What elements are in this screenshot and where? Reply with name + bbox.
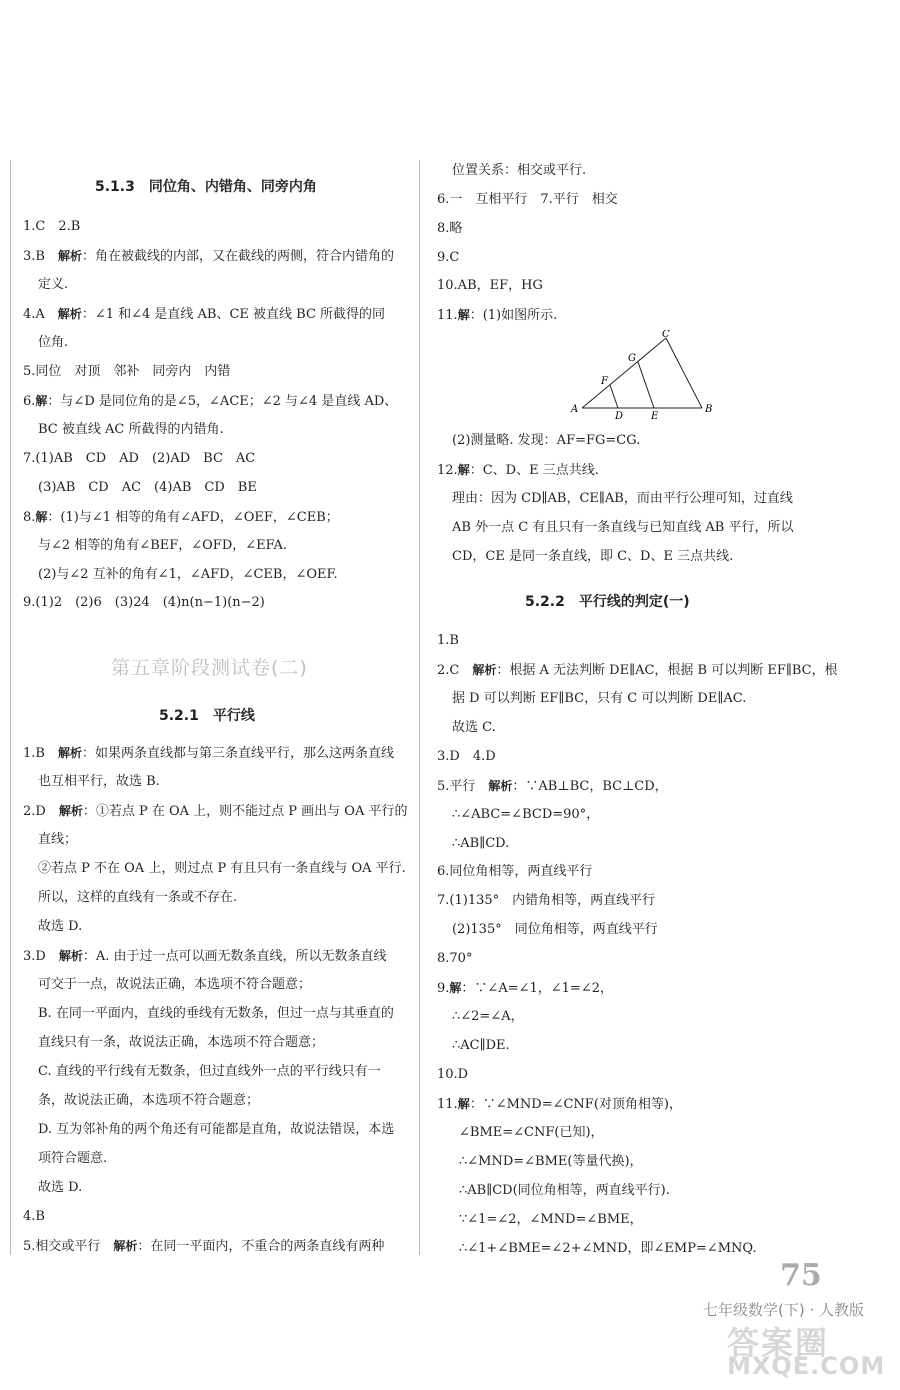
label-C: C xyxy=(662,330,670,340)
answer-line: 6.一 互相平行 7.平行 相交 xyxy=(437,192,618,207)
label-D: D xyxy=(615,411,624,420)
answer-line: 9.解：∵∠A=∠1，∠1=∠2， xyxy=(437,981,613,996)
answer-line: ∴∠ABC=∠BCD=90°， xyxy=(452,807,600,822)
answer-line: 9.(1)2 (2)6 (3)24 (4)n(n−1)(n−2) xyxy=(23,595,265,610)
answer-line: (2)与∠2 互补的角有∠1，∠AFD，∠CEB，∠OEF. xyxy=(38,567,338,582)
answer-line: 直线只有一条，故说法正确，本选项不符合题意； xyxy=(38,1035,325,1050)
answer-line: 4.B xyxy=(23,1209,45,1224)
answer-line: 故选 C. xyxy=(452,720,496,735)
answer-line: 也互相平行，故选 B. xyxy=(38,774,160,789)
answer-line: 10.D xyxy=(437,1067,469,1082)
answer-line: 3.B 解析：角在被截线的内部，又在截线的两侧，符合内错角的 xyxy=(23,249,394,264)
answer-line: 5.相交或平行 解析：在同一平面内，不重合的两条直线有两种 xyxy=(23,1239,385,1254)
section-title-5-2-1: 5.2.1 平行线 xyxy=(159,708,255,724)
answer-line: AB 外一点 C 有且只有一条直线与已知直线 AB 平行，所以 xyxy=(452,520,794,535)
answer-line: CD，CE 是同一条直线，即 C、D、E 三点共线. xyxy=(452,549,734,564)
answer-line: (2)测量略. 发现：AF=FG=CG. xyxy=(452,433,641,448)
answer-line: 8.略 xyxy=(437,221,463,236)
answer-line: 可交于一点，故说法正确，本选项不符合题意； xyxy=(38,977,312,992)
answer-line: ∵∠1=∠2，∠MND=∠BME， xyxy=(459,1212,643,1227)
answer-line: ②若点 P 不在 OA 上，则过点 P 有且只有一条直线与 OA 平行. xyxy=(38,861,406,876)
answer-line: 8.70° xyxy=(437,951,473,966)
answer-line: 11.解：∵∠MND=∠CNF(对顶角相等)， xyxy=(437,1097,682,1112)
answer-line: 与∠2 相等的角有∠BEF，∠OFD，∠EFA. xyxy=(38,538,288,553)
label-B: B xyxy=(705,404,713,415)
section-title-5-2-2: 5.2.2 平行线的判定(一) xyxy=(525,594,690,610)
answer-line: 1.B xyxy=(437,633,459,648)
chapter-title: 第五章阶段测试卷(二) xyxy=(111,657,308,679)
answer-line: 8.解：(1)与∠1 相等的角有∠AFD，∠OEF，∠CEB； xyxy=(23,510,339,525)
answer-line: 10.AB，EF，HG xyxy=(437,278,543,293)
answer-line: (2)135° 同位角相等，两直线平行 xyxy=(452,922,658,937)
answer-line: 理由：因为 CD∥AB，CE∥AB，而由平行公理可知，过直线 xyxy=(452,491,793,506)
answer-line: ∴∠1+∠BME=∠2+∠MND，即∠EMP=∠MNQ. xyxy=(459,1241,757,1256)
answer-line: 据 D 可以判断 EF∥BC，只有 C 可以判断 DE∥AC. xyxy=(452,691,747,706)
answer-line: 条，故说法正确，本选项不符合题意； xyxy=(38,1093,260,1108)
answer-line: C. 直线的平行线有无数条，但过直线外一点的平行线只有一 xyxy=(38,1064,381,1079)
label-F: F xyxy=(601,376,608,387)
label-G: G xyxy=(628,353,636,364)
answer-line: 6.解：与∠D 是同位角的是∠5，∠ACE；∠2 与∠4 是直线 AD、 xyxy=(23,394,398,409)
book-title-footer: 七年级数学(下) · 人教版 xyxy=(703,1301,865,1319)
answer-line: 项符合题意. xyxy=(38,1151,108,1166)
answer-line: 定义. xyxy=(38,277,69,292)
answer-line: 所以，这样的直线有一条或不存在. xyxy=(38,890,238,905)
answer-line: 9.C xyxy=(437,250,460,265)
answer-line: D. 互为邻补角的两个角还有可能都是直角，故说法错误，本选 xyxy=(38,1122,395,1137)
answer-line: 3.D 解析：A. 由于过一点可以画无数条直线，所以无数条直线 xyxy=(23,949,387,964)
answer-line: 位角. xyxy=(38,335,69,350)
page-number: 75 xyxy=(780,1258,822,1293)
label-E: E xyxy=(651,411,659,420)
answer-line: 6.同位角相等，两直线平行 xyxy=(437,864,593,879)
section-title-5-1-3: 5.1.3 同位角、内错角、同旁内角 xyxy=(95,179,317,195)
answer-line: 2.C 解析：根据 A 无法判断 DE∥AC，根据 B 可以判断 EF∥BC，根 xyxy=(437,663,838,678)
triangle-figure xyxy=(567,330,717,420)
right-column xyxy=(427,160,837,1255)
answer-line: 位置关系：相交或平行. xyxy=(452,163,587,178)
watermark-logo: 答案圈 xyxy=(727,1324,830,1362)
answer-line: (3)AB CD AC (4)AB CD BE xyxy=(38,480,257,495)
left-column xyxy=(10,160,420,1255)
label-A: A xyxy=(571,404,579,415)
answer-line: B. 在同一平面内，直线的垂线有无数条，但过一点与其垂直的 xyxy=(38,1006,394,1021)
answer-line: 故选 D. xyxy=(38,1180,83,1195)
answer-line: ∴AB∥CD(同位角相等，两直线平行). xyxy=(459,1183,670,1198)
answer-line: 1.C 2.B xyxy=(23,219,81,234)
answer-line: ∠BME=∠CNF(已知)， xyxy=(459,1125,604,1140)
answer-line: 3.D 4.D xyxy=(437,749,496,764)
answer-line: 11.解：(1)如图所示. xyxy=(437,308,558,323)
answer-line: 4.A 解析：∠1 和∠4 是直线 AB、CE 被直线 BC 所截得的同 xyxy=(23,307,386,322)
answer-line: 7.(1)135° 内错角相等，两直线平行 xyxy=(437,893,656,908)
answer-line: 1.B 解析：如果两条直线都与第三条直线平行，那么这两条直线 xyxy=(23,746,394,761)
answer-line: 故选 D. xyxy=(38,919,83,934)
answer-line: BC 被直线 AC 所截得的内错角. xyxy=(38,422,224,437)
answer-line: 5.平行 解析：∵AB⊥BC，BC⊥CD， xyxy=(437,779,668,794)
answer-line: ∴∠2=∠A， xyxy=(452,1009,524,1024)
answer-line: ∴AB∥CD. xyxy=(452,836,510,851)
answer-line: 2.D 解析：①若点 P 在 OA 上，则不能过点 P 画出与 OA 平行的 xyxy=(23,804,408,819)
answer-line: 5.同位 对顶 邻补 同旁内 内错 xyxy=(23,364,231,379)
answer-line: 12.解：C、D、E 三点共线. xyxy=(437,463,599,478)
answer-line: 直线； xyxy=(38,832,78,847)
answer-line: 7.(1)AB CD AD (2)AD BC AC xyxy=(23,451,256,466)
answer-line: ∴∠MND=∠BME(等量代换)， xyxy=(459,1154,643,1169)
watermark-url: MXQE.COM xyxy=(727,1352,886,1380)
answer-line: ∴AC∥DE. xyxy=(452,1038,510,1053)
